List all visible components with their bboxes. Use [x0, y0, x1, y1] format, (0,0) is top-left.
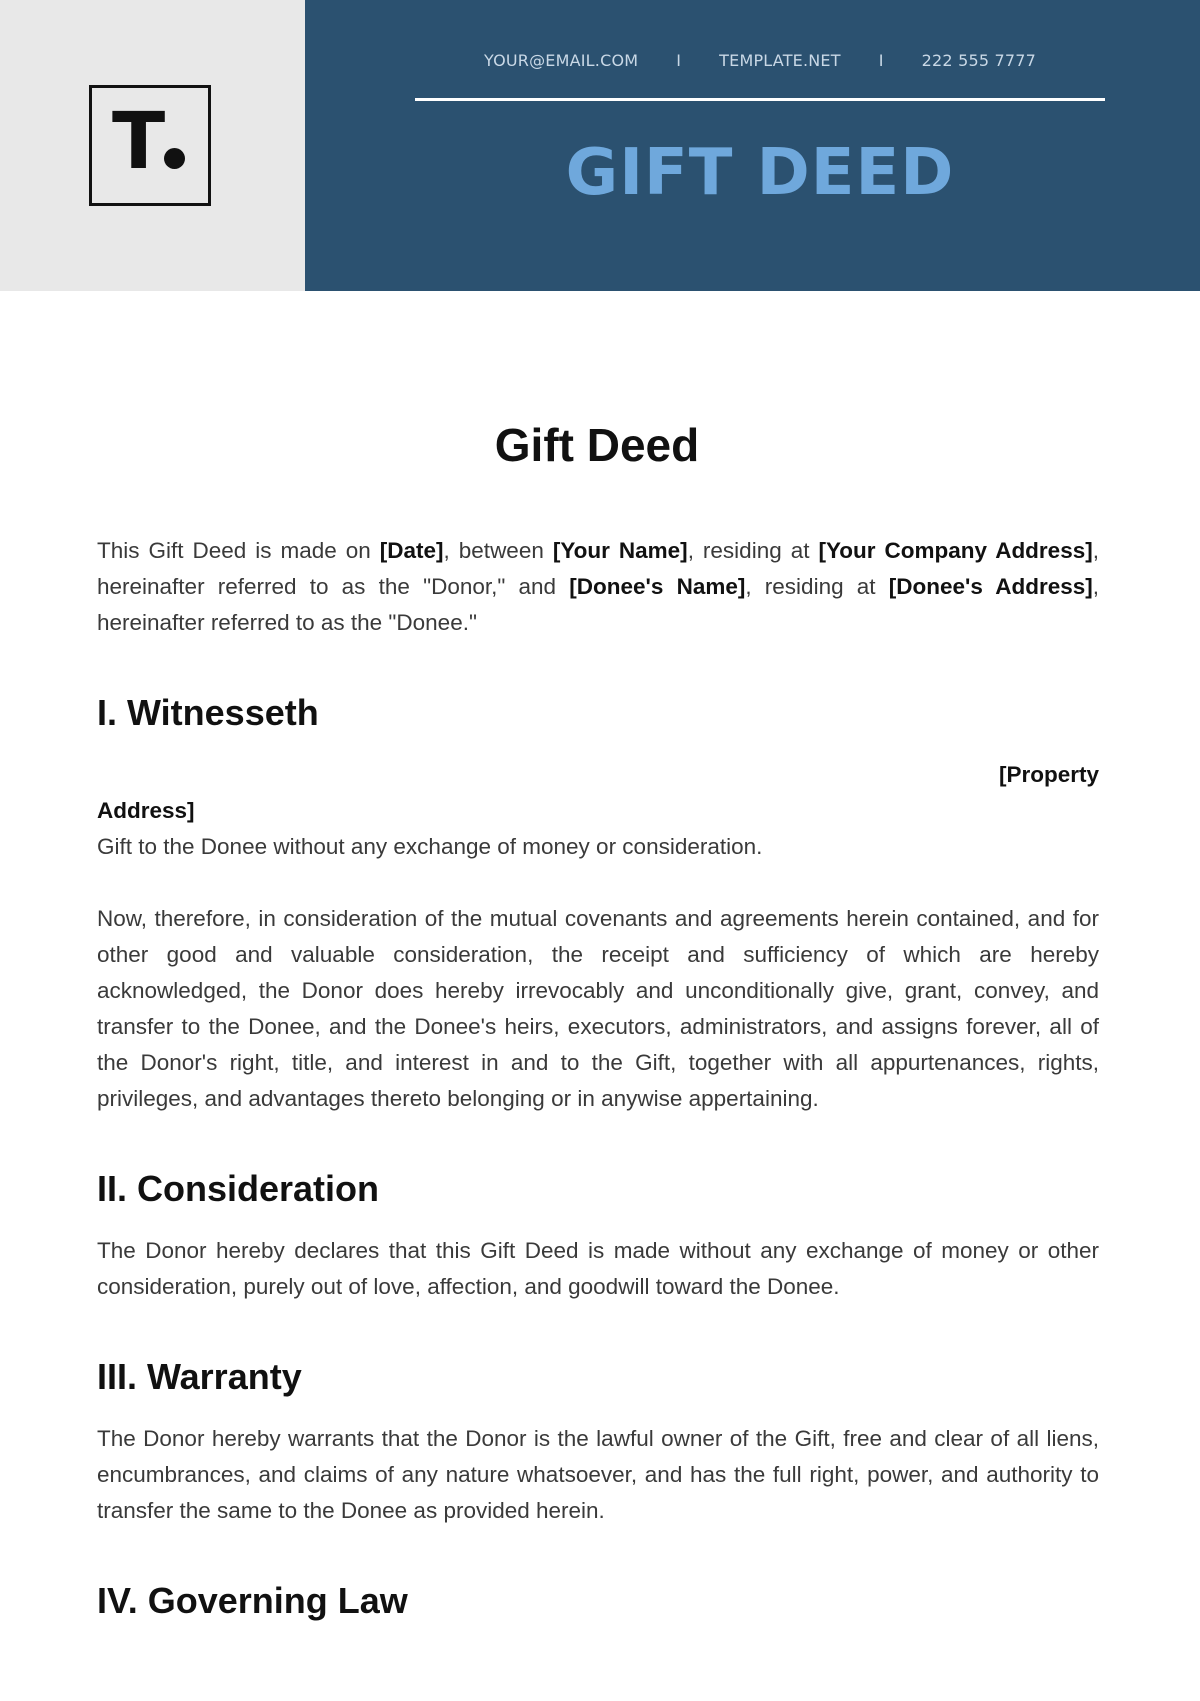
intro-text: , hereinafter referred to as the "Donor," and [97, 538, 1099, 599]
logo-dot [164, 148, 185, 169]
logo-letter: T [112, 97, 164, 187]
intro-text: , between [443, 538, 553, 563]
header-divider [415, 98, 1105, 101]
logo-panel [0, 0, 305, 291]
intro-text: , hereinafter referred to as the "Donee." [97, 574, 1099, 635]
company-address-placeholder: [Your Company Address] [818, 538, 1093, 563]
section-heading-warranty: III. Warranty [97, 1356, 302, 1397]
intro-paragraph [97, 533, 1099, 641]
your-name-placeholder: [Your Name] [552, 538, 688, 563]
property-placeholder-part2: Address] [97, 798, 195, 823]
contact-separator: I [676, 50, 682, 70]
header-title: GIFT DEED [565, 136, 955, 210]
donee-address-placeholder: [Donee's Address] [888, 574, 1093, 599]
gift-line: Gift to the Donee without any exchange of money or consideration. [97, 834, 763, 859]
donee-name-placeholder: [Donee's Name] [569, 574, 746, 599]
witnesseth-paragraph: Now, therefore, in consideration of the mutual covenants and agreements herein contained, and for other good and valuable consideration, the receipt and sufficiency of which are hereby acknowledged, the Donor does hereby irrevocably and unconditionally give, grant, convey, and transfer to the Donee, and the Donee's heirs, executors, administrators, and assigns forever, all of the Donor's right, title, and interest in and to the Gift, together with all appurtenances, rights, privileges, and advantages thereto belonging or in anywise appertaining. [97, 906, 1099, 1111]
intro-text: , residing at [687, 538, 819, 563]
header [0, 0, 1200, 291]
section-heading-consideration: II. Consideration [97, 1168, 380, 1209]
consideration-paragraph: The Donor hereby declares that this Gift Deed is made without any exchange of money or other consideration, purely out of love, affection, and goodwill toward the Donee. [97, 1238, 1099, 1299]
section-heading-witnesseth: I. Witnesseth [97, 692, 319, 733]
contact-separator: I [878, 50, 884, 70]
document-body [97, 415, 1099, 1623]
contact-website: TEMPLATE.NET [719, 50, 841, 70]
section-heading-governing-law: IV. Governing Law [97, 1580, 408, 1621]
intro-text: This Gift Deed is made on [97, 538, 380, 563]
contact-phone: 222 555 7777 [921, 50, 1037, 70]
contact-email: YOUR@EMAIL.COM [483, 50, 639, 70]
property-placeholder-part1: [Property [998, 762, 1099, 787]
contact-row [415, 48, 1105, 72]
page-title: Gift Deed [494, 419, 700, 471]
date-placeholder: [Date] [379, 538, 444, 563]
warranty-paragraph: The Donor hereby warrants that the Donor is the lawful owner of the Gift, free and clear of all liens, encumbrances, and claims of any nature whatsoever, and has the full right, power, and authority to transfer the same to the Donee as provided herein. [97, 1426, 1099, 1523]
logo [89, 85, 211, 206]
intro-text: , residing at [745, 574, 889, 599]
brand-panel [305, 0, 1200, 291]
